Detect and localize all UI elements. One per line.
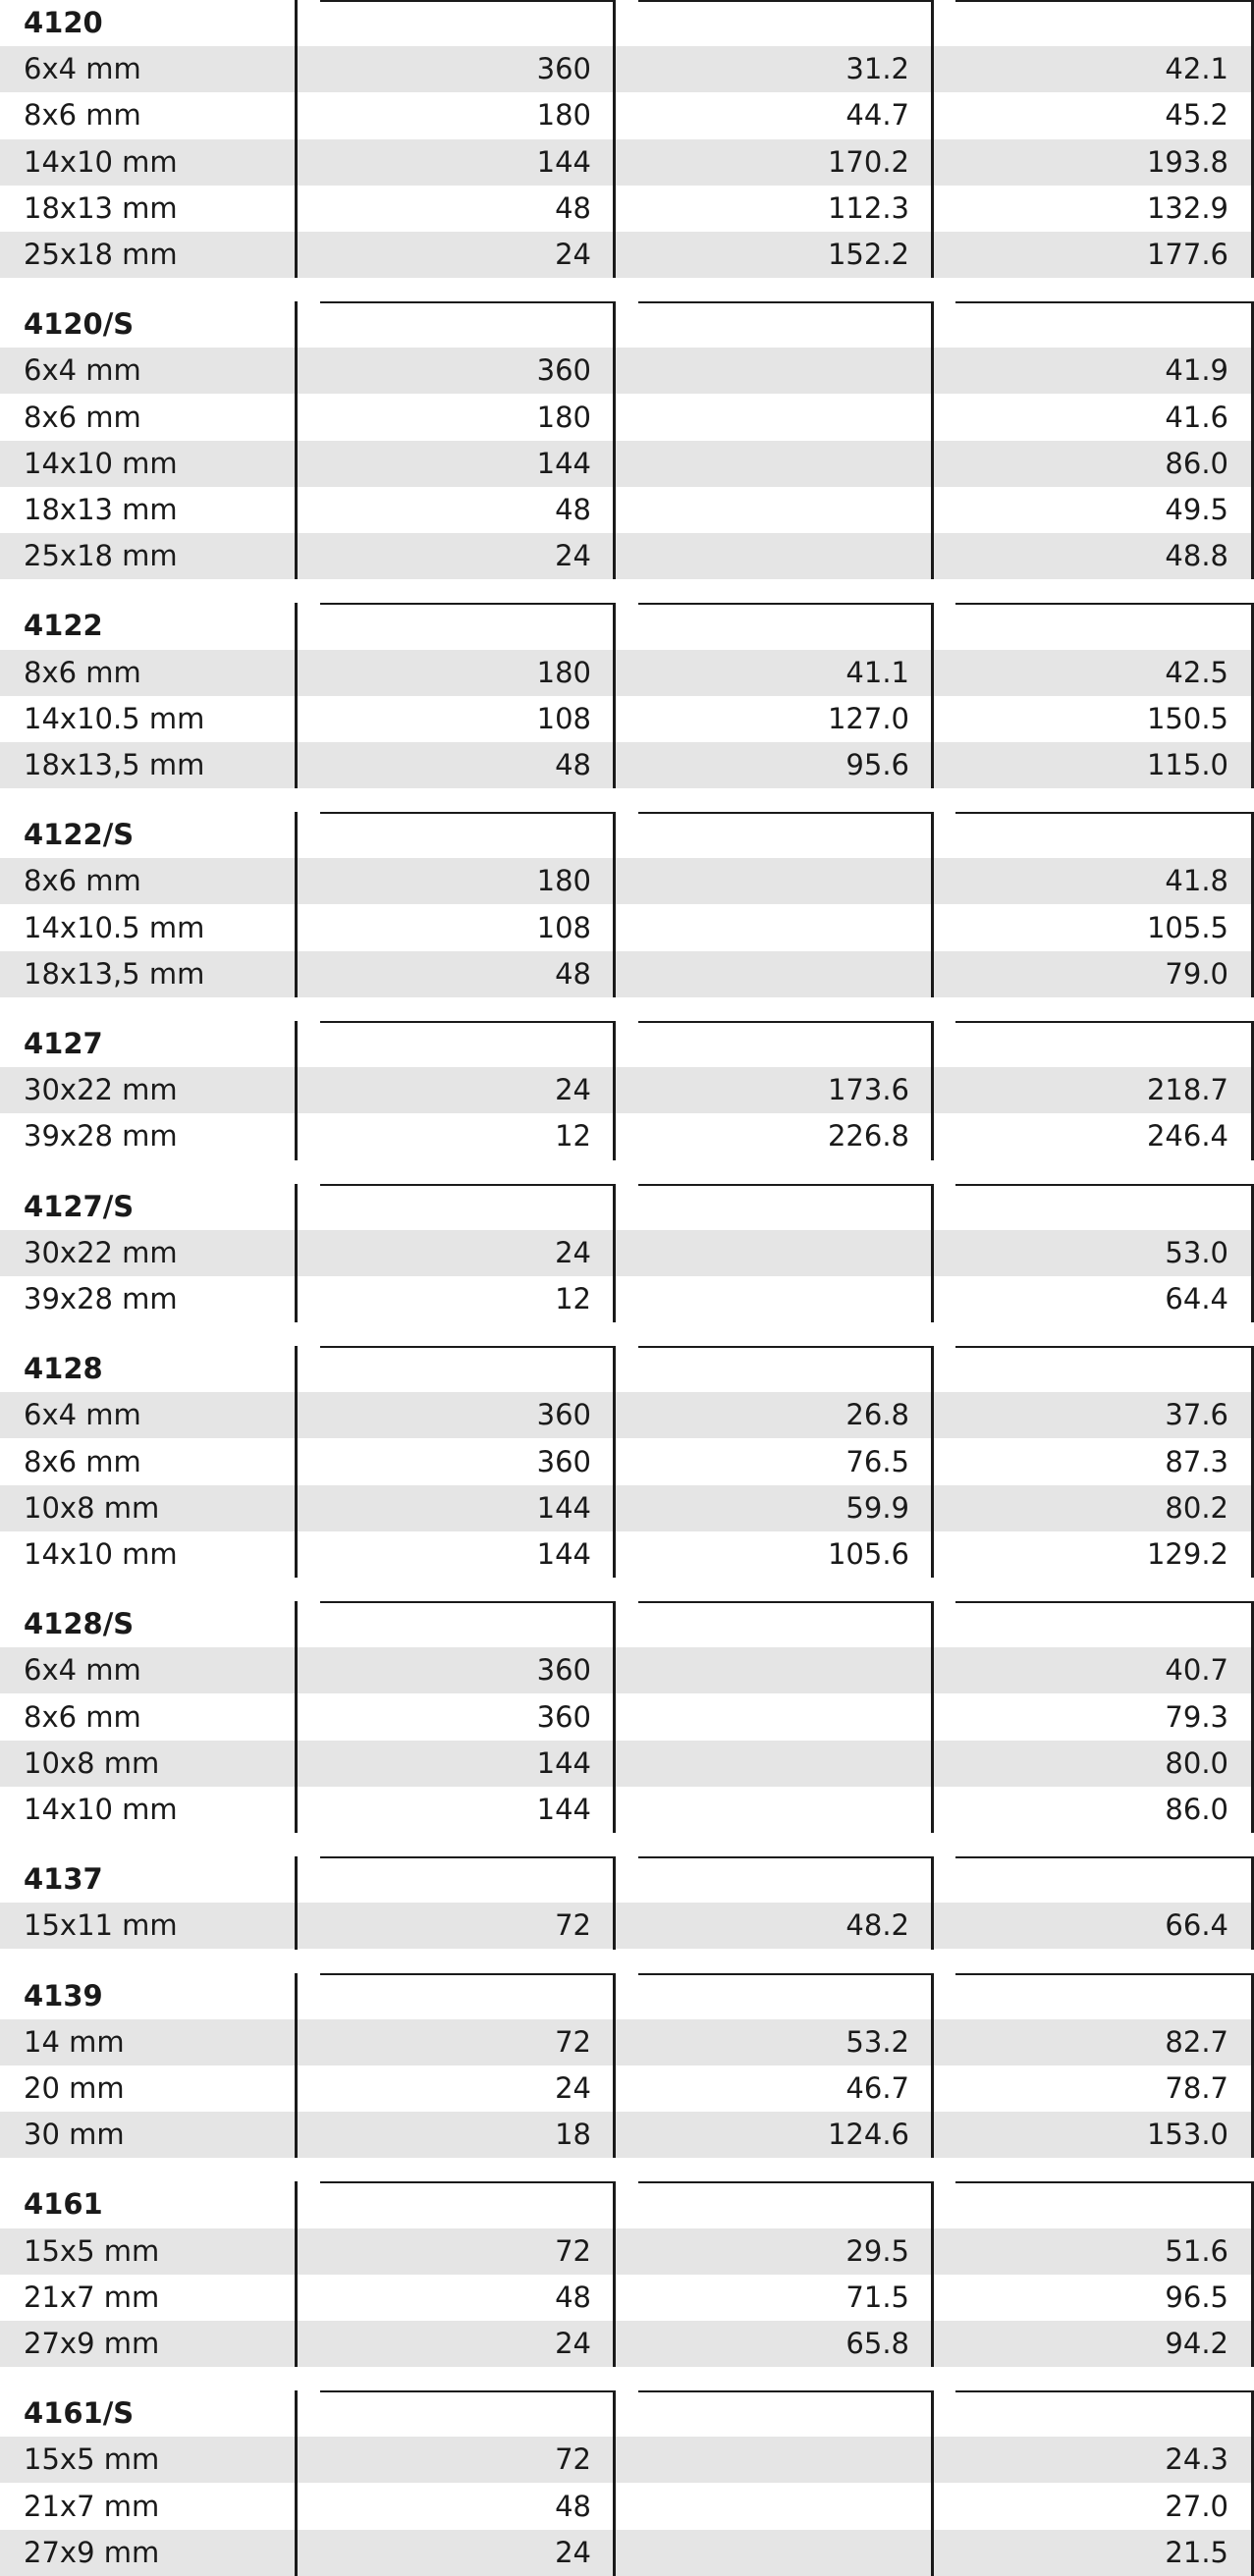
size-cell: 8x6 mm — [24, 1699, 141, 1734]
price-b-cell: 66.4 — [1165, 1908, 1228, 1943]
column-top-border — [320, 603, 613, 605]
price-b-cell: 78.7 — [1165, 2070, 1228, 2105]
block-title-row — [0, 2181, 1254, 2227]
price-b-cell: 86.0 — [1165, 1792, 1228, 1826]
table-row — [0, 1903, 1254, 1949]
column-divider — [931, 1973, 934, 2159]
column-top-border — [955, 2181, 1254, 2183]
price-a-cell — [636, 1741, 909, 1787]
table-row — [0, 1647, 1254, 1693]
price-a-cell — [636, 905, 909, 951]
table-row — [0, 1067, 1254, 1113]
price-a-cell — [636, 1230, 909, 1276]
price-b-cell: 41.6 — [1165, 400, 1228, 434]
column-top-border — [955, 1184, 1254, 1186]
product-code: 4161 — [24, 2187, 103, 2222]
column-top-border — [320, 2390, 613, 2392]
block-title-row — [0, 301, 1254, 348]
price-b-cell: 129.2 — [1146, 1536, 1228, 1571]
column-divider — [931, 1184, 934, 1323]
column-divider — [613, 2181, 616, 2367]
table-row — [0, 2484, 1254, 2530]
price-a-cell: 29.5 — [845, 2233, 909, 2268]
price-a-cell: 65.8 — [845, 2326, 909, 2360]
quantity-cell: 24 — [555, 1073, 591, 1107]
table-row — [0, 1392, 1254, 1438]
column-divider — [613, 0, 616, 278]
size-cell: 14x10 mm — [24, 1792, 178, 1826]
size-cell: 15x11 mm — [24, 1908, 178, 1943]
block-title-row — [0, 2390, 1254, 2437]
price-b-cell: 24.3 — [1165, 2442, 1228, 2477]
column-divider — [931, 1346, 934, 1578]
price-a-cell — [636, 2484, 909, 2530]
price-a-cell: 173.6 — [827, 1073, 909, 1107]
quantity-cell: 108 — [536, 701, 591, 735]
quantity-cell: 48 — [555, 747, 591, 781]
quantity-cell: 48 — [555, 956, 591, 991]
column-top-border — [638, 1973, 931, 1975]
table-row — [0, 348, 1254, 394]
size-cell: 39x28 mm — [24, 1281, 178, 1315]
table-row — [0, 487, 1254, 533]
table-row — [0, 905, 1254, 951]
size-cell: 6x4 mm — [24, 1653, 141, 1688]
size-cell: 25x18 mm — [24, 539, 178, 573]
quantity-cell: 144 — [536, 1490, 591, 1525]
price-b-cell: 105.5 — [1146, 910, 1228, 944]
table-row — [0, 1531, 1254, 1578]
table-row — [0, 1741, 1254, 1787]
size-cell: 8x6 mm — [24, 400, 141, 434]
quantity-cell: 24 — [555, 539, 591, 573]
price-b-cell: 115.0 — [1146, 747, 1228, 781]
column-top-border — [638, 1601, 931, 1603]
price-a-cell: 112.3 — [827, 190, 909, 225]
size-cell: 27x9 mm — [24, 2535, 160, 2569]
quantity-cell: 144 — [536, 446, 591, 480]
product-block-10 — [0, 2181, 1254, 2367]
price-b-cell: 42.5 — [1165, 655, 1228, 689]
column-top-border — [955, 1021, 1254, 1023]
column-top-border — [320, 1856, 613, 1858]
price-a-cell: 127.0 — [827, 701, 909, 735]
price-a-cell: 95.6 — [845, 747, 909, 781]
price-b-cell: 41.9 — [1165, 353, 1228, 388]
product-code: 4139 — [24, 1978, 103, 2012]
quantity-cell: 24 — [555, 2070, 591, 2105]
column-top-border — [638, 1021, 931, 1023]
size-cell: 14x10 mm — [24, 446, 178, 480]
product-code: 4127/S — [24, 1189, 135, 1223]
price-b-cell: 246.4 — [1146, 1119, 1228, 1154]
size-cell: 6x4 mm — [24, 353, 141, 388]
block-title-row — [0, 1973, 1254, 2019]
size-cell: 8x6 mm — [24, 655, 141, 689]
product-code: 4127 — [24, 1027, 103, 1060]
column-divider — [931, 1601, 934, 1833]
block-title-row — [0, 0, 1254, 46]
quantity-cell: 144 — [536, 1536, 591, 1571]
size-cell: 8x6 mm — [24, 864, 141, 898]
table-row — [0, 92, 1254, 138]
column-top-border — [955, 603, 1254, 605]
price-a-cell: 124.6 — [827, 2118, 909, 2152]
price-b-cell: 80.2 — [1165, 1490, 1228, 1525]
column-divider — [613, 1021, 616, 1160]
column-top-border — [320, 1346, 613, 1348]
price-b-cell: 150.5 — [1146, 701, 1228, 735]
column-divider — [931, 301, 934, 579]
quantity-cell: 24 — [555, 2535, 591, 2569]
quantity-cell: 48 — [555, 190, 591, 225]
size-cell: 18x13 mm — [24, 492, 178, 526]
column-divider — [613, 1601, 616, 1833]
table-row — [0, 2228, 1254, 2275]
product-block-5 — [0, 1184, 1254, 1323]
quantity-cell: 180 — [536, 655, 591, 689]
column-divider — [931, 2181, 934, 2367]
column-divider — [295, 1346, 298, 1578]
column-divider — [931, 1021, 934, 1160]
size-cell: 8x6 mm — [24, 98, 141, 133]
price-a-cell — [636, 348, 909, 394]
price-b-cell: 37.6 — [1165, 1398, 1228, 1432]
column-top-border — [638, 1346, 931, 1348]
table-row — [0, 46, 1254, 92]
price-a-cell: 44.7 — [845, 98, 909, 133]
table-row — [0, 1485, 1254, 1531]
quantity-cell: 24 — [555, 238, 591, 271]
table-row — [0, 232, 1254, 278]
quantity-cell: 360 — [536, 1653, 591, 1688]
table-row — [0, 2437, 1254, 2483]
quantity-cell: 180 — [536, 400, 591, 434]
column-top-border — [320, 1973, 613, 1975]
product-block-11 — [0, 2390, 1254, 2576]
price-b-cell: 79.3 — [1165, 1699, 1228, 1734]
block-title-row — [0, 1601, 1254, 1647]
price-b-cell: 64.4 — [1165, 1281, 1228, 1315]
column-divider — [295, 1601, 298, 1833]
price-b-cell: 80.0 — [1165, 1745, 1228, 1780]
size-cell: 18x13,5 mm — [24, 747, 205, 781]
price-b-cell: 51.6 — [1165, 2233, 1228, 2268]
column-top-border — [638, 2390, 931, 2392]
column-divider — [613, 1973, 616, 2159]
column-divider — [295, 1021, 298, 1160]
column-divider — [295, 2181, 298, 2367]
quantity-cell: 24 — [555, 1235, 591, 1269]
table-row — [0, 139, 1254, 186]
block-title-row — [0, 603, 1254, 649]
product-block-1 — [0, 301, 1254, 579]
product-block-0 — [0, 0, 1254, 278]
column-top-border — [320, 0, 613, 2]
price-a-cell: 48.2 — [845, 1908, 909, 1943]
table-row — [0, 2112, 1254, 2158]
price-a-cell — [636, 951, 909, 997]
size-cell: 21x7 mm — [24, 2489, 160, 2523]
column-divider — [295, 603, 298, 788]
price-a-cell: 105.6 — [827, 1536, 909, 1571]
price-b-cell: 177.6 — [1146, 238, 1228, 271]
quantity-cell: 360 — [536, 52, 591, 86]
column-top-border — [320, 2181, 613, 2183]
quantity-cell: 180 — [536, 864, 591, 898]
price-b-cell: 86.0 — [1165, 446, 1228, 480]
price-a-cell — [636, 1647, 909, 1693]
quantity-cell: 72 — [555, 2024, 591, 2059]
product-code: 4122 — [24, 609, 103, 643]
table-row — [0, 441, 1254, 487]
price-a-cell: 71.5 — [845, 2280, 909, 2314]
quantity-cell: 144 — [536, 1792, 591, 1826]
quantity-cell: 48 — [555, 492, 591, 526]
price-b-cell: 132.9 — [1146, 190, 1228, 225]
quantity-cell: 360 — [536, 1444, 591, 1478]
quantity-cell: 360 — [536, 1398, 591, 1432]
size-cell: 30x22 mm — [24, 1073, 178, 1107]
product-code: 4120/S — [24, 307, 135, 342]
price-b-cell: 45.2 — [1165, 98, 1228, 133]
table-row — [0, 696, 1254, 742]
price-b-cell: 82.7 — [1165, 2024, 1228, 2059]
block-title-row — [0, 1346, 1254, 1392]
size-cell: 20 mm — [24, 2070, 125, 2105]
price-a-cell — [636, 1787, 909, 1833]
product-block-9 — [0, 1973, 1254, 2159]
price-b-cell: 87.3 — [1165, 1444, 1228, 1478]
quantity-cell: 12 — [555, 1119, 591, 1154]
price-a-cell — [636, 395, 909, 441]
price-b-cell: 41.8 — [1165, 864, 1228, 898]
column-top-border — [955, 1973, 1254, 1975]
size-cell: 30 mm — [24, 2118, 125, 2152]
column-top-border — [638, 2181, 931, 2183]
price-a-cell — [636, 2530, 909, 2576]
price-b-cell: 42.1 — [1165, 52, 1228, 86]
price-b-cell: 40.7 — [1165, 1653, 1228, 1688]
column-divider — [931, 2390, 934, 2576]
size-cell: 14x10.5 mm — [24, 910, 205, 944]
price-a-cell: 59.9 — [845, 1490, 909, 1525]
product-code: 4122/S — [24, 818, 135, 852]
column-divider — [931, 603, 934, 788]
size-cell: 15x5 mm — [24, 2442, 160, 2477]
column-divider — [613, 1184, 616, 1323]
price-b-cell: 94.2 — [1165, 2326, 1228, 2360]
quantity-cell: 48 — [555, 2489, 591, 2523]
product-code: 4161/S — [24, 2396, 135, 2431]
price-a-cell: 76.5 — [845, 1444, 909, 1478]
column-top-border — [955, 812, 1254, 814]
quantity-cell: 180 — [536, 98, 591, 133]
table-row — [0, 2019, 1254, 2066]
column-top-border — [320, 1184, 613, 1186]
size-cell: 8x6 mm — [24, 1444, 141, 1478]
size-cell: 21x7 mm — [24, 2280, 160, 2314]
column-divider — [931, 0, 934, 278]
block-title-row — [0, 1856, 1254, 1903]
product-block-2 — [0, 603, 1254, 788]
column-top-border — [955, 1601, 1254, 1603]
column-top-border — [955, 1346, 1254, 1348]
product-block-6 — [0, 1346, 1254, 1578]
price-a-cell — [636, 441, 909, 487]
column-divider — [613, 301, 616, 579]
size-cell: 14x10 mm — [24, 1536, 178, 1571]
size-cell: 39x28 mm — [24, 1119, 178, 1154]
table-row — [0, 1787, 1254, 1833]
table-row — [0, 533, 1254, 579]
table-row — [0, 1276, 1254, 1322]
size-cell: 6x4 mm — [24, 1398, 141, 1432]
quantity-cell: 72 — [555, 1908, 591, 1943]
table-row — [0, 858, 1254, 904]
size-cell: 10x8 mm — [24, 1490, 160, 1525]
price-a-cell — [636, 487, 909, 533]
price-a-cell — [636, 858, 909, 904]
column-top-border — [320, 301, 613, 303]
quantity-cell: 108 — [536, 910, 591, 944]
column-top-border — [955, 0, 1254, 2]
price-a-cell: 31.2 — [845, 52, 909, 86]
size-cell: 14x10 mm — [24, 144, 178, 179]
price-a-cell — [636, 1276, 909, 1322]
quantity-cell: 72 — [555, 2442, 591, 2477]
column-divider — [295, 2390, 298, 2576]
price-b-cell: 96.5 — [1165, 2280, 1228, 2314]
table-row — [0, 2275, 1254, 2321]
column-top-border — [638, 1856, 931, 1858]
price-b-cell: 193.8 — [1146, 144, 1228, 179]
price-a-cell — [636, 533, 909, 579]
table-row — [0, 1113, 1254, 1159]
table-row — [0, 2066, 1254, 2112]
column-divider — [295, 1973, 298, 2159]
column-top-border — [638, 812, 931, 814]
block-title-row — [0, 1184, 1254, 1230]
quantity-cell: 360 — [536, 353, 591, 388]
table-row — [0, 742, 1254, 788]
price-b-cell: 79.0 — [1165, 956, 1228, 991]
product-block-8 — [0, 1856, 1254, 1949]
table-row — [0, 2321, 1254, 2367]
column-divider — [295, 812, 298, 997]
quantity-cell: 18 — [555, 2118, 591, 2152]
column-divider — [613, 1346, 616, 1578]
price-b-cell: 48.8 — [1165, 539, 1228, 573]
table-row — [0, 951, 1254, 997]
product-block-4 — [0, 1021, 1254, 1160]
column-top-border — [955, 301, 1254, 303]
column-divider — [613, 1856, 616, 1949]
size-cell: 18x13,5 mm — [24, 956, 205, 991]
quantity-cell: 360 — [536, 1699, 591, 1734]
column-divider — [295, 301, 298, 579]
column-top-border — [320, 1601, 613, 1603]
size-cell: 18x13 mm — [24, 190, 178, 225]
column-top-border — [638, 0, 931, 2]
price-b-cell: 21.5 — [1165, 2535, 1228, 2569]
table-row — [0, 650, 1254, 696]
column-top-border — [638, 603, 931, 605]
size-cell: 14x10.5 mm — [24, 701, 205, 735]
column-divider — [613, 2390, 616, 2576]
price-b-cell: 49.5 — [1165, 492, 1228, 526]
price-a-cell: 152.2 — [827, 238, 909, 271]
column-top-border — [955, 2390, 1254, 2392]
quantity-cell: 24 — [555, 2326, 591, 2360]
quantity-cell: 12 — [555, 1281, 591, 1315]
price-a-cell: 170.2 — [827, 144, 909, 179]
size-cell: 30x22 mm — [24, 1235, 178, 1269]
column-top-border — [320, 812, 613, 814]
size-cell: 10x8 mm — [24, 1745, 160, 1780]
product-code: 4128/S — [24, 1607, 135, 1641]
column-divider — [613, 812, 616, 997]
size-cell: 14 mm — [24, 2024, 125, 2059]
column-top-border — [955, 1856, 1254, 1858]
quantity-cell: 72 — [555, 2233, 591, 2268]
table-row — [0, 395, 1254, 441]
quantity-cell: 144 — [536, 144, 591, 179]
block-title-row — [0, 1021, 1254, 1067]
price-b-cell: 53.0 — [1165, 1235, 1228, 1269]
product-code: 4120 — [24, 6, 103, 39]
product-code: 4128 — [24, 1352, 103, 1386]
column-top-border — [638, 301, 931, 303]
column-top-border — [320, 1021, 613, 1023]
table-row — [0, 1694, 1254, 1741]
column-divider — [613, 603, 616, 788]
price-b-cell: 153.0 — [1146, 2118, 1228, 2152]
size-cell: 25x18 mm — [24, 238, 178, 271]
quantity-cell: 144 — [536, 1745, 591, 1780]
price-a-cell — [636, 2437, 909, 2483]
column-divider — [295, 1184, 298, 1323]
column-divider — [931, 1856, 934, 1949]
table-row — [0, 2530, 1254, 2576]
size-cell: 6x4 mm — [24, 52, 141, 86]
price-b-cell: 27.0 — [1165, 2489, 1228, 2523]
price-a-cell: 46.7 — [845, 2070, 909, 2105]
table-row — [0, 1439, 1254, 1485]
table-row — [0, 1230, 1254, 1276]
price-a-cell: 226.8 — [827, 1119, 909, 1154]
table-row — [0, 186, 1254, 232]
price-a-cell — [636, 1694, 909, 1741]
column-divider — [295, 0, 298, 278]
size-cell: 27x9 mm — [24, 2326, 160, 2360]
price-a-cell: 26.8 — [845, 1398, 909, 1432]
price-a-cell: 41.1 — [845, 655, 909, 689]
product-code: 4137 — [24, 1862, 103, 1897]
block-title-row — [0, 812, 1254, 858]
product-block-3 — [0, 812, 1254, 997]
price-b-cell: 218.7 — [1146, 1073, 1228, 1107]
column-divider — [295, 1856, 298, 1949]
column-top-border — [638, 1184, 931, 1186]
column-divider — [931, 812, 934, 997]
quantity-cell: 48 — [555, 2280, 591, 2314]
price-a-cell: 53.2 — [845, 2024, 909, 2059]
size-cell: 15x5 mm — [24, 2233, 160, 2268]
product-block-7 — [0, 1601, 1254, 1833]
